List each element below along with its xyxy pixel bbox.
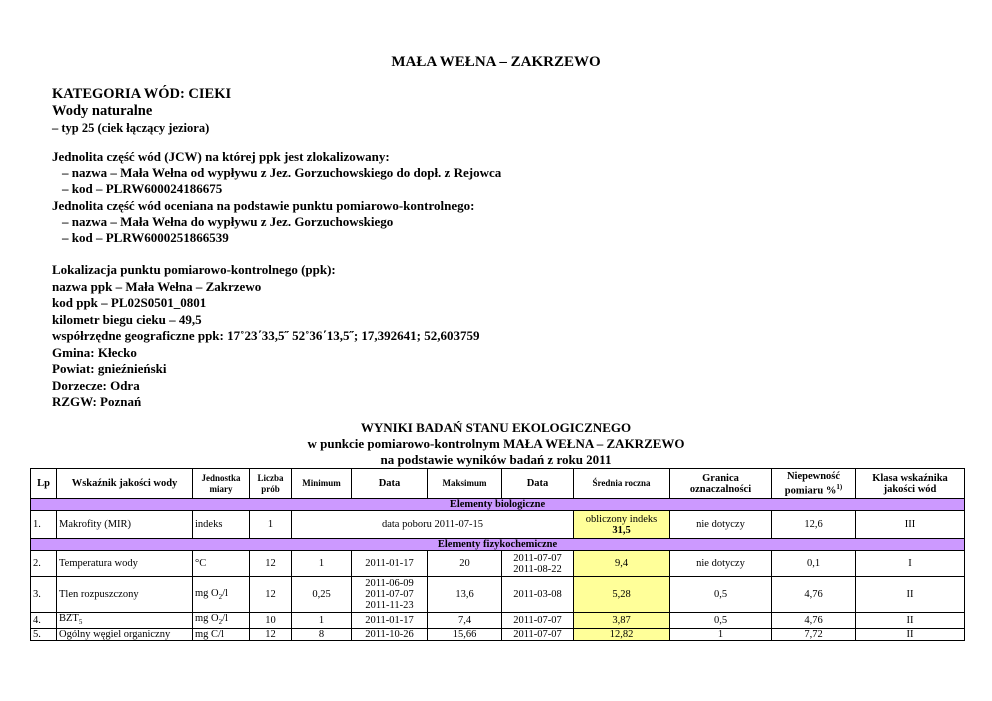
unit-main: mg O	[195, 613, 219, 624]
table-row	[31, 551, 965, 577]
results-table	[30, 468, 965, 641]
cell-max: 13,6	[428, 577, 502, 613]
section-label: Elementy fizykochemiczne	[31, 539, 965, 551]
results-title-line3: na podstawie wyników badań z roku 2011	[380, 452, 612, 467]
table-row	[31, 629, 965, 641]
cell-date1: 2011-01-17	[352, 551, 428, 577]
header-date1: Data	[352, 469, 428, 499]
results-title-line1: WYNIKI BADAŃ STANU EKOLOGICZNEGO	[360, 420, 632, 435]
section-row-biological	[31, 499, 965, 511]
table-row	[31, 511, 965, 539]
header-indicator: Wskaźnik jakości wody	[57, 469, 193, 499]
unit-sub: 2	[218, 593, 223, 602]
location-code: kod ppk – PL02S0501_0801	[52, 295, 207, 310]
header-uncert-text: Niepewność pomiaru %	[784, 470, 841, 497]
cell-min: 1	[292, 613, 352, 629]
cell-count: 10	[250, 613, 292, 629]
cell-mean: 5,28	[574, 577, 670, 613]
cell-lp: 2.	[31, 551, 57, 577]
cell-unit: indeks	[193, 511, 250, 539]
indicator-main: BZT	[59, 613, 79, 624]
cell-lp: 5.	[31, 629, 57, 641]
cell-date2: 2011-07-07	[502, 629, 574, 641]
cell-date1	[352, 577, 428, 613]
cell-limit: 0,5	[670, 613, 772, 629]
page-title: MAŁA WEŁNA – ZAKRZEWO	[391, 54, 601, 70]
header-limit: Granica oznaczalności	[670, 469, 772, 499]
header-date2: Data	[502, 469, 574, 499]
cell-min: 0,25	[292, 577, 352, 613]
unit-tail: /l	[222, 587, 228, 599]
cell-indicator	[57, 613, 193, 629]
cell-lp: 3.	[31, 577, 57, 613]
cell-uncert: 12,6	[772, 511, 856, 539]
cell-count: 12	[250, 551, 292, 577]
header-min: Minimum	[292, 469, 352, 499]
cell-mean: 9,4	[574, 551, 670, 577]
cell-min: 1	[292, 551, 352, 577]
jcw-assessed-code: – kod – PLRW6000251866539	[62, 230, 229, 246]
cell-sampling-date: data poboru 2011-07-15	[292, 511, 574, 539]
cell-lp: 4.	[31, 613, 57, 629]
cell-unit: °C	[193, 551, 250, 577]
cell-max: 15,66	[428, 629, 502, 641]
header-unit: Jednostka miary	[193, 469, 250, 499]
cell-class: II	[856, 613, 965, 629]
cell-count: 12	[250, 577, 292, 613]
location-dorzecze: Dorzecze: Odra	[52, 377, 140, 393]
cell-max: 20	[428, 551, 502, 577]
cell-uncert: 4,76	[772, 577, 856, 613]
date-line: 2011-07-07	[513, 552, 562, 564]
table-header-row	[31, 469, 965, 499]
jcw-assessed-heading: Jednolita część wód oceniana na podstawie punktu pomiarowo-kontrolnego:	[52, 197, 475, 213]
water-type-natural: Wody naturalne	[52, 103, 153, 119]
header-class: Klasa wskaźnika jakości wód	[856, 469, 965, 499]
cell-indicator: Tlen rozpuszczony	[57, 577, 193, 613]
section-row-physicochemical	[31, 539, 965, 551]
mean-label: obliczony indeks	[585, 513, 658, 525]
cell-count: 1	[250, 511, 292, 539]
cell-unit: mg C/l	[193, 629, 250, 641]
date-line: 2011-07-07	[365, 589, 414, 600]
jcw-block	[52, 149, 501, 246]
cell-lp: 1.	[31, 511, 57, 539]
jcw-name: – nazwa – Mała Wełna od wypływu z Jez. Gorzuchowskiego do dopł. z Rejowca	[62, 165, 502, 181]
cell-mean: 12,82	[574, 629, 670, 641]
location-gmina: Gmina: Kłecko	[52, 344, 137, 360]
cell-indicator: Makrofity (MIR)	[57, 511, 193, 539]
cell-limit: nie dotyczy	[670, 551, 772, 577]
cell-unit	[193, 577, 250, 613]
jcw-heading: Jednolita część wód (JCW) na której ppk jest zlokalizowany:	[52, 149, 390, 164]
cell-limit: nie dotyczy	[670, 511, 772, 539]
results-title	[0, 420, 992, 468]
location-coords: współrzędne geograficzne ppk: 17˚23΄33,5˝ 52˚36΄13,5˝; 17,392641; 52,603759	[52, 328, 480, 343]
cell-indicator: Temperatura wody	[57, 551, 193, 577]
category-line: KATEGORIA WÓD: CIEKI	[52, 86, 232, 102]
cell-uncert: 7,72	[772, 629, 856, 641]
date-line: 2011-08-22	[513, 563, 562, 575]
cell-date2: 2011-03-08	[502, 577, 574, 613]
cell-date1: 2011-10-26	[352, 629, 428, 641]
cell-max: 7,4	[428, 613, 502, 629]
cell-unit	[193, 613, 250, 629]
header-uncert	[772, 469, 856, 499]
cell-limit: 1	[670, 629, 772, 641]
unit-sub: 2	[218, 618, 223, 627]
cell-uncert: 4,76	[772, 613, 856, 629]
header-count: Liczba prób	[250, 469, 292, 499]
cell-date2: 2011-07-07	[502, 613, 574, 629]
location-rzgw: RZGW: Poznań	[52, 394, 142, 409]
cell-indicator: Ogólny węgiel organiczny	[57, 629, 193, 641]
mean-value: 31,5	[612, 524, 631, 536]
jcw-code: – kod – PLRW600024186675	[62, 181, 223, 197]
cell-class: III	[856, 511, 965, 539]
cell-date1: 2011-01-17	[352, 613, 428, 629]
cell-class: II	[856, 577, 965, 613]
header-lp: Lp	[31, 469, 57, 499]
location-km: kilometr biegu cieku – 49,5	[52, 311, 202, 327]
results-title-line2: w punkcie pomiarowo-kontrolnym MAŁA WEŁNA – ZAKRZEWO	[307, 436, 685, 451]
cell-class: I	[856, 551, 965, 577]
unit-tail: /l	[222, 613, 228, 624]
section-label: Elementy biologiczne	[31, 499, 965, 511]
footnote-mark: 1)	[836, 482, 843, 491]
header-mean: Średnia roczna	[574, 469, 670, 499]
cell-class: II	[856, 629, 965, 641]
water-category-block	[52, 86, 231, 137]
unit-main: mg O	[195, 587, 219, 599]
indicator-sub: 5	[78, 618, 83, 627]
cell-limit: 0,5	[670, 577, 772, 613]
water-type-code: – typ 25 (ciek łączący jeziora)	[52, 121, 210, 135]
cell-mean: 3,87	[574, 613, 670, 629]
location-block	[52, 262, 480, 411]
date-line: 2011-06-09	[365, 578, 414, 589]
cell-count: 12	[250, 629, 292, 641]
date-line: 2011-11-23	[365, 600, 414, 611]
location-heading: Lokalizacja punktu pomiarowo-kontrolnego (ppk):	[52, 262, 336, 277]
cell-min: 8	[292, 629, 352, 641]
table-row	[31, 577, 965, 613]
location-powiat: Powiat: gnieźnieński	[52, 361, 167, 376]
cell-mean	[574, 511, 670, 539]
location-name: nazwa ppk – Mała Wełna – Zakrzewo	[52, 278, 262, 294]
cell-date2	[502, 551, 574, 577]
table-row	[31, 613, 965, 629]
jcw-assessed-name: – nazwa – Mała Wełna do wypływu z Jez. Gorzuchowskiego	[62, 213, 394, 229]
cell-uncert: 0,1	[772, 551, 856, 577]
header-max: Maksimum	[428, 469, 502, 499]
